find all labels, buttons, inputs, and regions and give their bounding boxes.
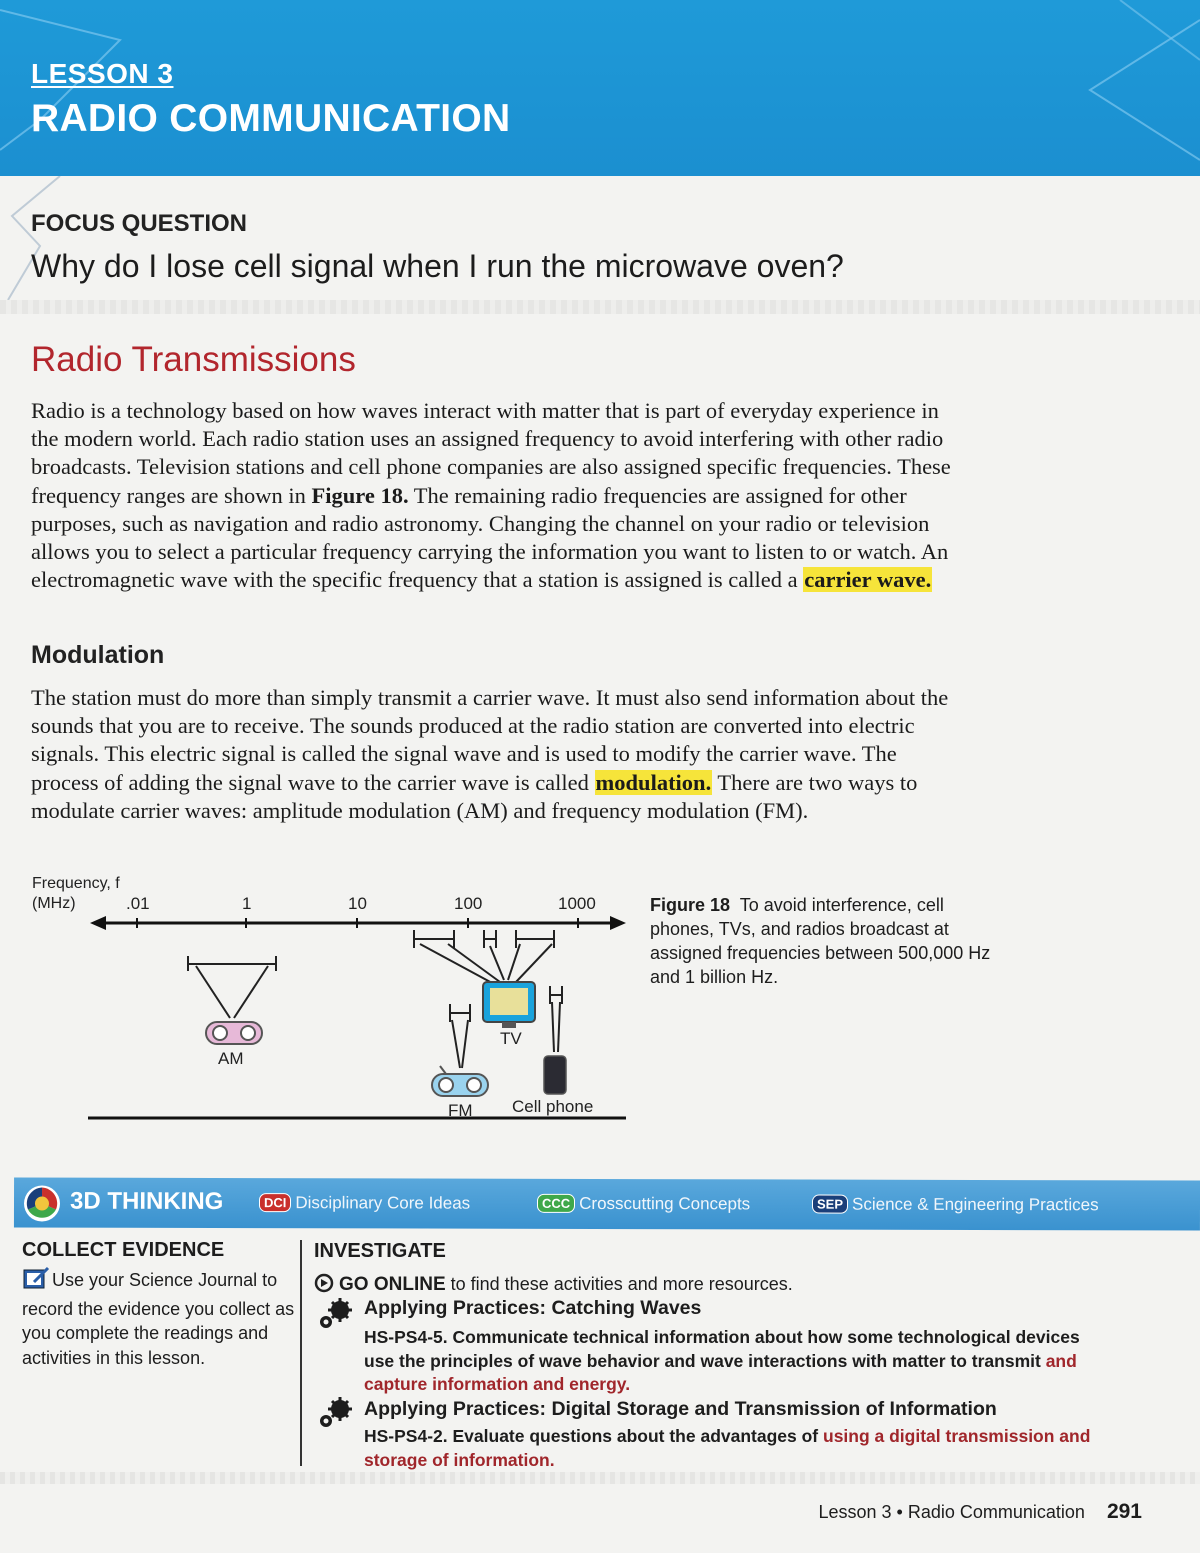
page-number: 291 [1106, 1500, 1142, 1523]
device-label-am: AM [218, 1049, 244, 1068]
go-online-icon [314, 1273, 334, 1293]
tick-label: 1 [242, 894, 252, 913]
cell-phone-icon [544, 1056, 566, 1094]
standard-text-highlight: using a digital transmission and storage of information. [364, 1426, 1091, 1470]
dci-chip: DCI [259, 1193, 291, 1212]
activity-standard [364, 1326, 1104, 1397]
3d-thinking-logo-icon [22, 1183, 62, 1223]
ccc-tag [537, 1194, 750, 1215]
banner-decoration [0, 0, 1200, 176]
section-heading: Radio Transmissions [31, 340, 356, 379]
am-band [188, 956, 276, 1018]
frequency-diagram [28, 866, 638, 1126]
lesson-number: LESSON 3 [31, 58, 174, 89]
focus-question: Why do I lose cell signal when I run the microwave oven? [31, 248, 844, 284]
axis-label: Frequency, f [32, 875, 120, 892]
fm-radio-icon [432, 1066, 488, 1096]
collect-evidence-label: COLLECT EVIDENCE [22, 1239, 225, 1261]
caption-text: To avoid interference, cell phones, TVs, and radios broadcast at assigned frequencies between 500,000 Hz and 1 billion Hz. [650, 895, 991, 987]
cell-band [550, 986, 562, 1052]
tick-label: .01 [126, 894, 150, 913]
paragraph-text: The station must do more than simply transmit a carrier wave. It must also send information about the sounds that you are to receive. The sounds produced at the radio station are converted into electric signals. This electric signal is called the signal wave and is used to modify the carrier wave. The process of adding the signal wave to the carrier wave is called [31, 685, 949, 795]
divider [0, 300, 1200, 314]
investigate-label: INVESTIGATE [314, 1240, 446, 1262]
standard-text: HS-PS4-2. Evaluate questions about the advantages of [364, 1426, 823, 1446]
go-online-link[interactable] [314, 1273, 793, 1296]
3d-thinking-bar [14, 1177, 1200, 1230]
dci-tag [259, 1193, 470, 1214]
axis-arrow-right [610, 916, 626, 930]
dci-label: Disciplinary Core Ideas [295, 1193, 471, 1213]
tv-bands [414, 930, 554, 984]
axis-arrow-left [90, 916, 106, 930]
ccc-chip: CCC [537, 1194, 575, 1213]
paragraph-modulation [31, 684, 951, 825]
go-online-label: GO ONLINE [339, 1274, 446, 1295]
paragraph-radio-transmissions [31, 397, 951, 594]
standard-text-highlight: and capture information and energy. [364, 1350, 1077, 1394]
science-journal-icon [22, 1266, 50, 1297]
gear-icon [314, 1396, 356, 1432]
footer-lesson: Lesson 3 • Radio Communication [818, 1502, 1085, 1522]
caption-label: Figure 18 [650, 895, 731, 915]
go-online-text: to find these activities and more resources. [445, 1274, 793, 1294]
figure-18 [28, 866, 638, 1131]
vocab-term-carrier-wave[interactable]: carrier wave. [804, 567, 932, 593]
sep-tag [812, 1195, 1099, 1216]
lesson-banner [0, 0, 1200, 176]
gear-icon [314, 1297, 356, 1333]
fm-band [450, 1004, 470, 1068]
sep-label: Science & Engineering Practices [851, 1194, 1099, 1215]
paragraph-text: Radio is a technology based on how waves interact with matter that is part of everyday experience in the modern world. Each radio station uses an assigned frequency to avoid interfering with other radio broadcasts. Television stations and cell phone companies are also assigned specific frequencies. These frequency ranges are shown in [31, 398, 951, 508]
paragraph-text: There are two ways to modulate carrier waves: amplitude modulation (AM) and frequency modulation (FM). [31, 769, 918, 823]
tick-label: 10 [348, 894, 367, 913]
subsection-heading: Modulation [31, 641, 165, 669]
collect-evidence-body: Use your Science Journal to record the evidence you collect as you complete the readings and activities in this lesson. [22, 1270, 295, 1368]
device-label-fm: FM [448, 1101, 473, 1120]
activity-catching-waves[interactable]: Applying Practices: Catching Waves [364, 1297, 702, 1319]
focus-question-label: FOCUS QUESTION [31, 210, 248, 237]
ccc-label: Crosscutting Concepts [579, 1193, 751, 1214]
figure-caption [650, 893, 1000, 989]
figure-reference[interactable]: Figure 18. [311, 482, 409, 508]
footer-divider [0, 1472, 1200, 1484]
axis-unit: (MHz) [32, 895, 76, 912]
page-footer [819, 1500, 1143, 1524]
tv-icon [483, 982, 535, 1028]
activity-standard [364, 1425, 1104, 1472]
device-label-cell-phone: Cell phone [512, 1097, 594, 1116]
sep-chip: SEP [812, 1195, 848, 1214]
3d-thinking-title: 3D THINKING [69, 1187, 224, 1215]
activity-digital-storage[interactable]: Applying Practices: Digital Storage and Transmission of Information [364, 1398, 997, 1420]
am-radio-icon [206, 1022, 262, 1044]
device-label-tv: TV [500, 1029, 522, 1048]
tick-label: 1000 [558, 894, 596, 913]
standard-text: HS-PS4-5. Communicate technical information about how some technological devices use the principles of wave behavior and wave interactions with matter to transmit [364, 1327, 1080, 1371]
paragraph-text: The remaining radio frequencies are assigned for other purposes, such as navigation and radio astronomy. Changing the channel on your radio or television allows you to select a particular frequency carrying the information you want to listen to or watch. An electromagnetic wave with the specific frequency that a station is assigned is called a [31, 482, 949, 593]
focus-decoration [0, 176, 80, 306]
vocab-term-modulation[interactable]: modulation. [595, 769, 712, 795]
column-divider [300, 1240, 302, 1466]
tick-label: 100 [454, 894, 483, 913]
collect-evidence-text [22, 1266, 302, 1370]
lesson-title: RADIO COMMUNICATION [31, 97, 511, 140]
